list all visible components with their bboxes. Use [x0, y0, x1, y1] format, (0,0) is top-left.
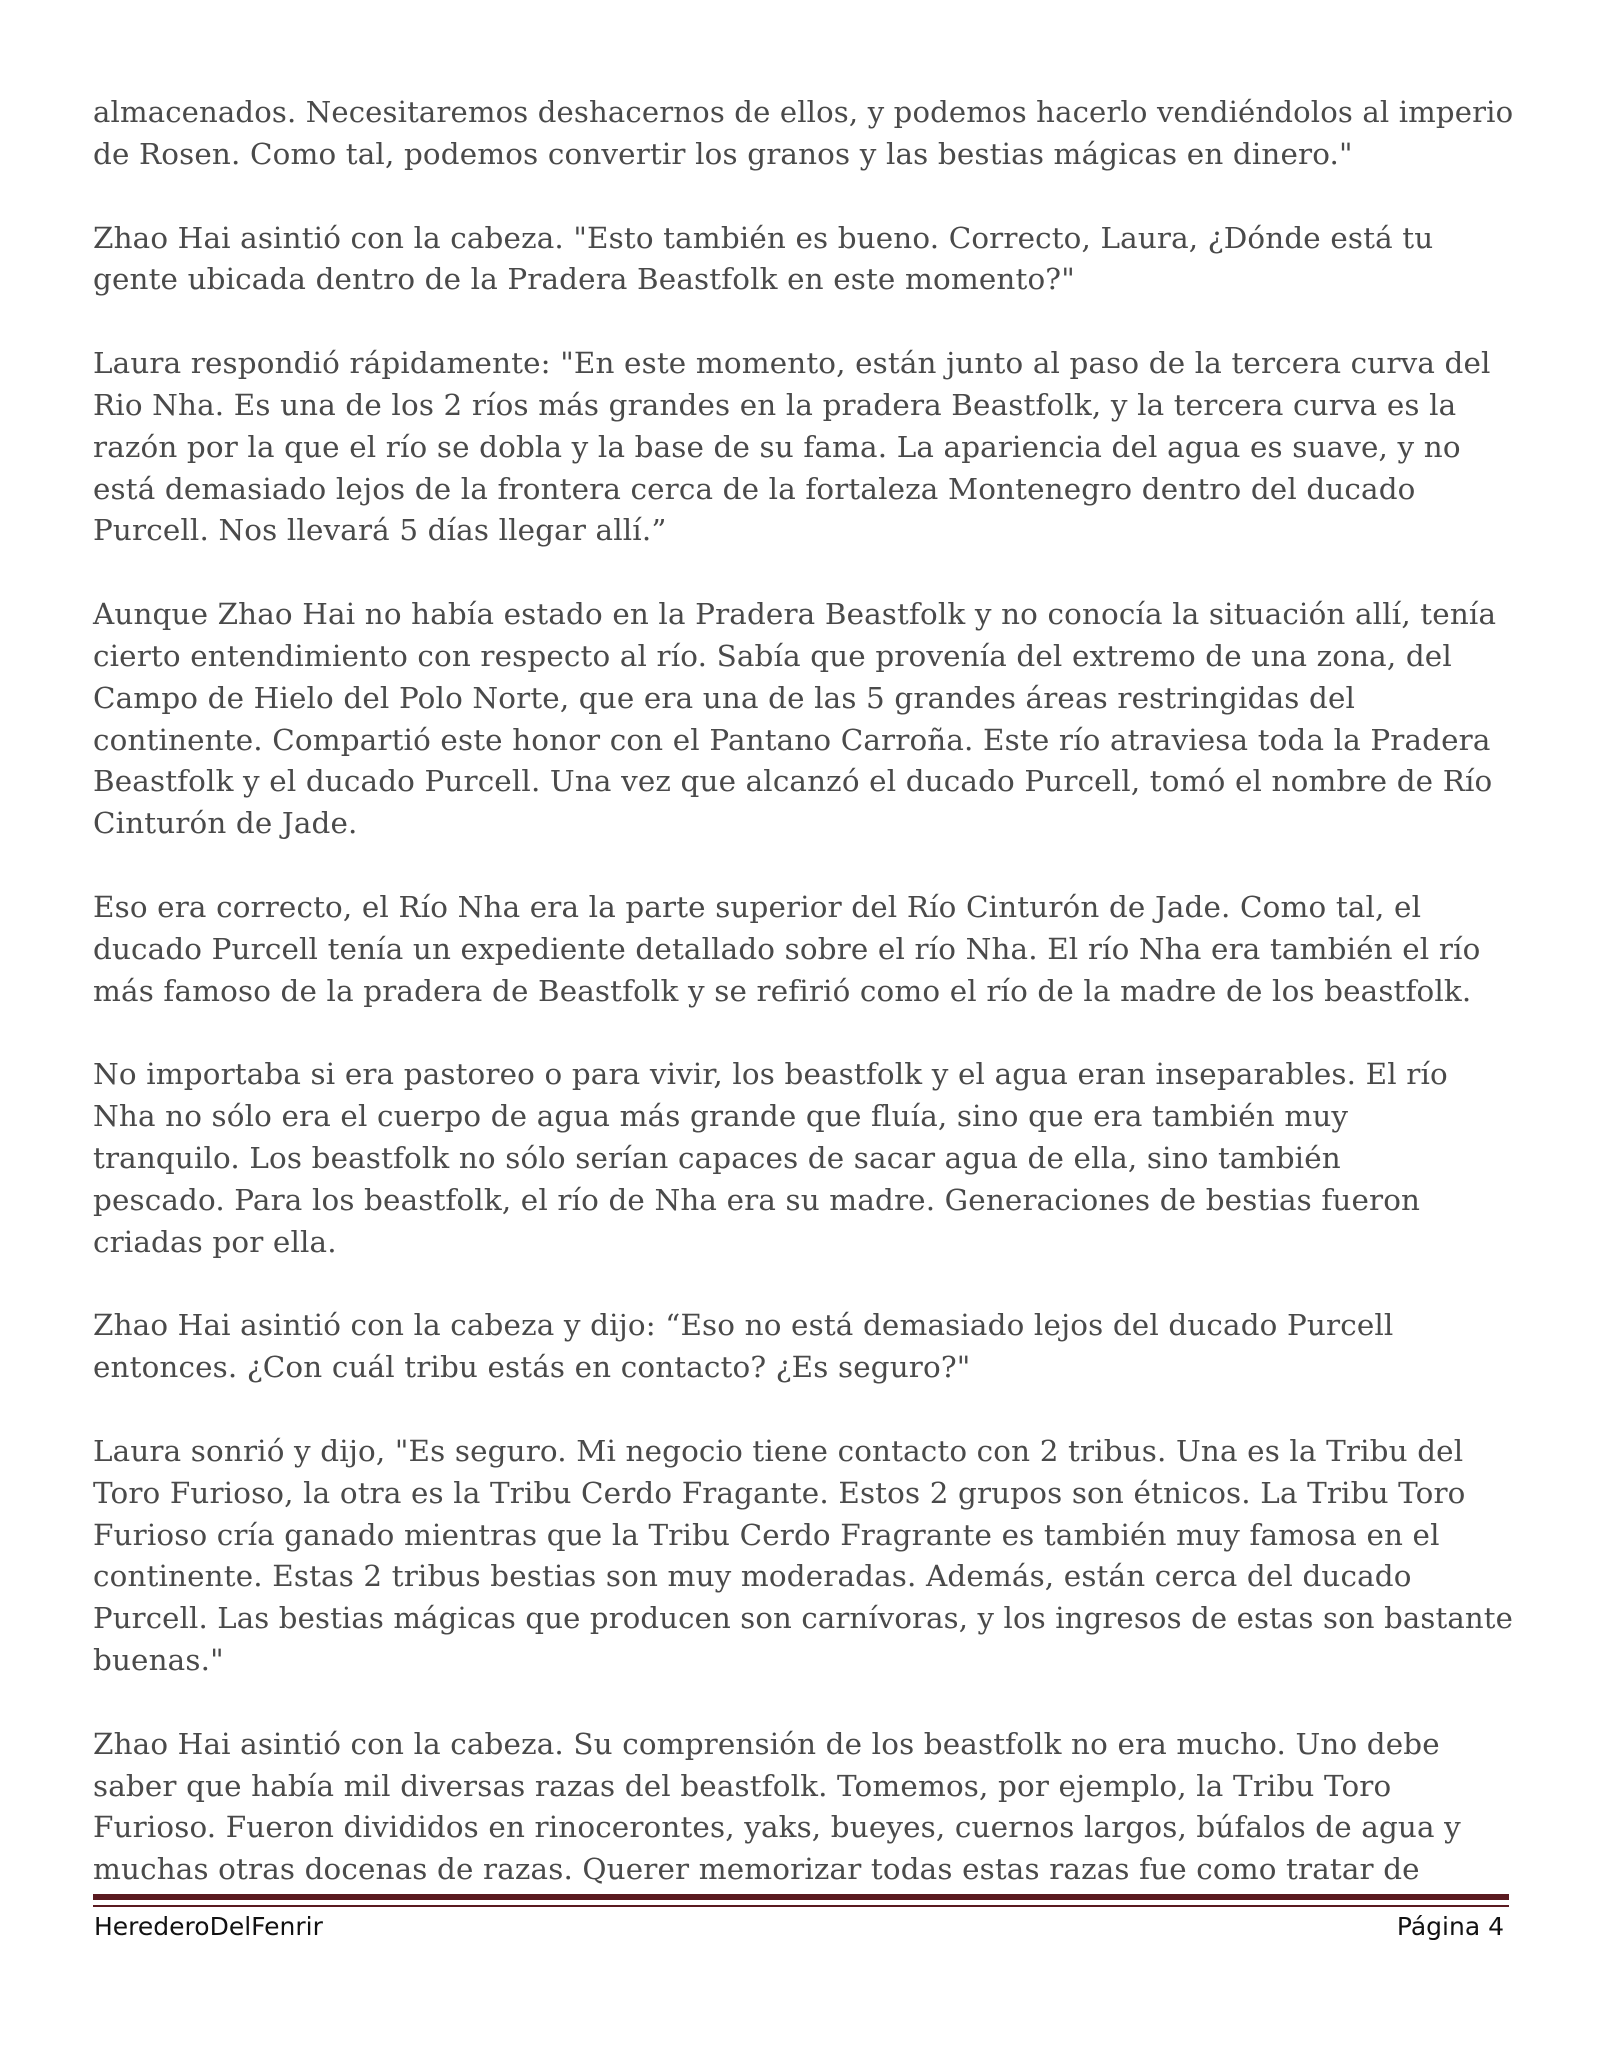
- text-line: Laura sonrió y dijo, "Es seguro. Mi negocio tiene contacto con 2 tribus. Una es la Tribu del: [93, 1433, 1464, 1468]
- paragraph: [93, 218, 1513, 302]
- document-body: [93, 92, 1513, 1933]
- footer-rule-thick: [93, 1894, 1509, 1900]
- footer-rule-thin: [93, 1905, 1509, 1907]
- text-line: cierto entendimiento con respecto al río. Sabía que provenía del extremo de una zona, del: [93, 638, 1452, 673]
- text-line: Zhao Hai asintió con la cabeza y dijo: “Eso no está demasiado lejos del ducado Purcell: [93, 1308, 1394, 1343]
- text-line: Campo de Hielo del Polo Norte, que era una de las 5 grandes áreas restringidas del: [93, 680, 1356, 715]
- text-line: Rio Nha. Es una de los 2 ríos más grandes en la pradera Beastfolk, y la tercera curva es la: [93, 387, 1457, 422]
- text-line: saber que había mil diversas razas del beastfolk. Tomemos, por ejemplo, la Tribu Toro: [93, 1768, 1392, 1803]
- text-line: tranquilo. Los beastfolk no sólo serían capaces de sacar agua de ella, sino también: [93, 1140, 1341, 1175]
- text-line: Nha no sólo era el cuerpo de agua más grande que fluía, sino que era también muy: [93, 1099, 1349, 1134]
- text-line: entonces. ¿Con cuál tribu estás en contacto? ¿Es seguro?": [93, 1350, 971, 1385]
- text-line: Zhao Hai asintió con la cabeza. Su comprensión de los beastfolk no era mucho. Uno debe: [93, 1726, 1440, 1761]
- text-line: criadas por ella.: [93, 1224, 337, 1259]
- text-line: buenas.": [93, 1642, 224, 1677]
- text-line: continente. Compartió este honor con el Pantano Carroña. Este río atraviesa toda la Pradera: [93, 722, 1491, 757]
- text-line: Toro Furioso, la otra es la Tribu Cerdo Fragante. Estos 2 grupos son étnicos. La Tribu Toro: [93, 1475, 1466, 1510]
- text-line: Laura respondió rápidamente: "En este momento, están junto al paso de la tercera curva del: [93, 346, 1491, 381]
- text-line: pescado. Para los beastfolk, el río de Nha era su madre. Generaciones de bestias fueron: [93, 1182, 1421, 1217]
- text-line: razón por la que el río se dobla y la base de su fama. La apariencia del agua es suave, y no: [93, 429, 1461, 464]
- paragraph: [93, 594, 1513, 845]
- paragraph: [93, 1724, 1513, 1891]
- paragraph: [93, 343, 1513, 552]
- text-line: Furioso. Fueron divididos en rinocerontes, yaks, bueyes, cuernos largos, búfalos de agua y: [93, 1810, 1461, 1845]
- paragraph: [93, 1054, 1513, 1263]
- text-line: Eso era correcto, el Río Nha era la parte superior del Río Cinturón de Jade. Como tal, el: [93, 889, 1422, 924]
- paragraph: [93, 1305, 1513, 1389]
- paragraph: [93, 887, 1513, 1012]
- text-line: Purcell. Nos llevará 5 días llegar allí.”: [93, 513, 667, 548]
- footer-page-number: Página 4: [1396, 1912, 1504, 1941]
- text-line: gente ubicada dentro de la Pradera Beastfolk en este momento?": [93, 262, 1075, 297]
- text-line: muchas otras docenas de razas. Querer memorizar todas estas razas fue como tratar de: [93, 1852, 1420, 1887]
- text-line: Beastfolk y el ducado Purcell. Una vez que alcanzó el ducado Purcell, tomó el nombre de Río: [93, 764, 1493, 799]
- paragraph: [93, 1431, 1513, 1682]
- text-line: más famoso de la pradera de Beastfolk y se refirió como el río de la madre de los beastfolk.: [93, 973, 1472, 1008]
- text-line: almacenados. Necesitaremos deshacernos de ellos, y podemos hacerlo vendiéndolos al imperio: [93, 95, 1514, 129]
- text-line: está demasiado lejos de la frontera cerca de la fortaleza Montenegro dentro del ducado: [93, 471, 1416, 506]
- paragraph: [93, 92, 1513, 176]
- text-line: Aunque Zhao Hai no había estado en la Pradera Beastfolk y no conocía la situación allí, tenía: [93, 597, 1497, 632]
- text-line: Furioso cría ganado mientras que la Tribu Cerdo Fragrante es también muy famosa en el: [93, 1517, 1440, 1552]
- text-line: Purcell. Las bestias mágicas que producen son carnívoras, y los ingresos de estas son bastante: [93, 1601, 1514, 1636]
- text-line: continente. Estas 2 tribus bestias son muy moderadas. Además, están cerca del ducado: [93, 1559, 1412, 1594]
- text-line: Cinturón de Jade.: [93, 806, 358, 841]
- footer-author: HerederoDelFenrir: [94, 1912, 323, 1941]
- text-line: No importaba si era pastoreo o para vivir, los beastfolk y el agua eran inseparables. El río: [93, 1057, 1448, 1092]
- text-line: Zhao Hai asintió con la cabeza. "Esto también es bueno. Correcto, Laura, ¿Dónde está tu: [93, 220, 1434, 255]
- text-line: de Rosen. Como tal, podemos convertir los granos y las bestias mágicas en dinero.": [93, 136, 1353, 171]
- text-line: ducado Purcell tenía un expediente detallado sobre el río Nha. El río Nha era también el río: [93, 931, 1481, 966]
